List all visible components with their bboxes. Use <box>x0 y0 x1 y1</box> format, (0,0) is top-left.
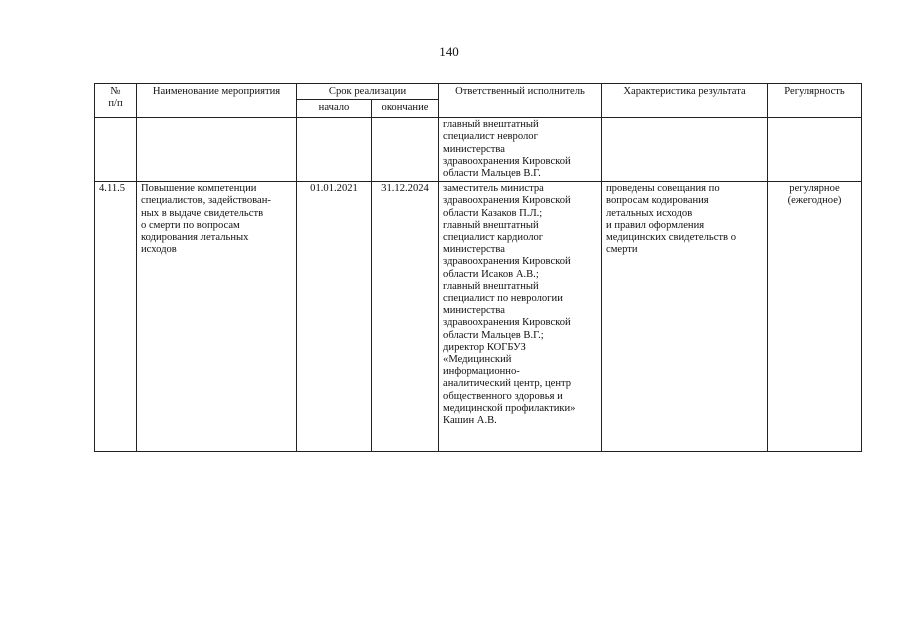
cell-result <box>602 118 768 182</box>
page-number: 140 <box>439 44 459 59</box>
cell-end <box>372 118 439 182</box>
table-row-continuation <box>95 118 862 182</box>
cell-regularity: регулярное (ежегодное) <box>768 182 862 452</box>
cell-regularity <box>768 118 862 182</box>
header-start: начало <box>297 100 372 118</box>
cell-name <box>137 118 297 182</box>
cell-end: 31.12.2024 <box>372 182 439 452</box>
cell-start: 01.01.2021 <box>297 182 372 452</box>
cell-num: 4.11.5 <box>95 182 137 452</box>
table-row <box>95 182 862 452</box>
cell-num <box>95 118 137 182</box>
cell-start <box>297 118 372 182</box>
header-end: окончание <box>372 100 439 118</box>
header-name: Наименование мероприятия <box>137 84 297 118</box>
cell-result: проведены совещания по вопросам кодирования летальных исходов и правил оформления медицинских свидетельств о смерти <box>602 182 768 452</box>
cell-executor: заместитель министра здравоохранения Кировской области Казаков П.Л.; главный внештатный специалист кардиолог министерства здравоохранения Кировской области Исаков А.В.; главный внештатный специалист по неврологии министерства здравоохранения Кировской области Мальцев В.Г.; директор КОГБУЗ «Медицинский информационно- аналитический центр, центр общественного здоровья и медицинской профилактики» Кашин А.В. <box>439 182 602 452</box>
header-row <box>95 84 862 100</box>
header-result: Характеристика результата <box>602 84 768 118</box>
cell-executor: главный внештатный специалист невролог министерства здравоохранения Кировской области Мальцев В.Г. <box>439 118 602 182</box>
cell-name: Повышение компетенции специалистов, задействован- ных в выдаче свидетельств о смерти по вопросам кодирования летальных исходов <box>137 182 297 452</box>
header-regularity: Регулярность <box>768 84 862 118</box>
header-executor: Ответственный исполнитель <box>439 84 602 118</box>
header-period: Срок реализации <box>297 84 439 100</box>
activities-table <box>94 83 862 452</box>
header-num: № п/п <box>95 84 137 118</box>
